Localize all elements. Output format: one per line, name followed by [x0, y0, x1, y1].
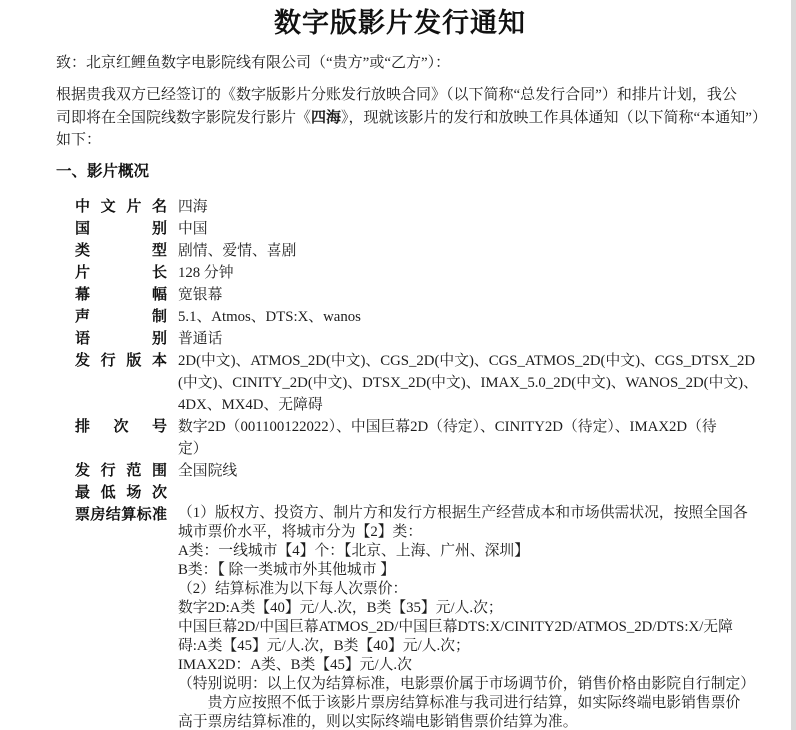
row-label: 发行版本	[75, 352, 167, 369]
table-row	[75, 262, 744, 284]
intro-line-post: 》，现就该影片的发行和放映工作具体通知（以下简称“本通知”）	[341, 109, 767, 126]
intro-line	[56, 107, 767, 130]
row-label: 类型	[75, 242, 167, 259]
row-label: 幕幅	[75, 286, 167, 303]
section-heading: 一、影片概况	[56, 162, 150, 180]
intro-line: 根据贵我双方已经签订的《数字版影片分账发行放映合同》（以下简称“总发行合同”）和排片计划，我公	[56, 87, 737, 103]
row-label: 片长	[75, 264, 167, 281]
value-line: 数字2D:A类【40】元/人.次，B类【35】元/人.次；	[178, 599, 503, 616]
row-label: 中文片名	[75, 198, 167, 215]
row-label: 发行范围	[75, 462, 167, 479]
table-row	[75, 284, 744, 306]
recipient-line: 致：北京红鲤鱼数字电影院线有限公司（“贵方”或“乙方”）：	[56, 55, 451, 71]
table-row	[75, 196, 744, 218]
row-value: 128 分钟	[178, 264, 234, 281]
table-row	[75, 460, 744, 482]
film-title-bold: 四海	[311, 109, 342, 126]
value-line: （2）结算标准为以下每人次票价：	[178, 580, 408, 597]
row-label: 声制	[75, 308, 167, 325]
row-label: 国别	[75, 220, 167, 237]
value-line: 碍:A类【45】元/人.次，B类【40】元/人.次；	[178, 637, 470, 654]
table-row	[75, 504, 756, 730]
table-row	[75, 482, 744, 504]
value-line: （1）版权方、投资方、制片方和发行方根据生产经营成本和市场供需状况，按照全国各	[178, 504, 748, 521]
intro-line: 如下：	[56, 132, 102, 148]
row-value: 剧情、爱情、喜剧	[178, 242, 297, 259]
overview-table	[75, 196, 758, 730]
row-value: 中国	[178, 220, 208, 237]
value-line: 贵方应按照不低于该影片票房结算标准与我司进行结算，如实际终端电影销售票价	[178, 694, 741, 711]
table-row	[75, 240, 744, 262]
row-value	[178, 350, 758, 416]
row-value	[178, 504, 755, 730]
intro-paragraph	[56, 84, 767, 152]
value-line: (中文)、CINITY_2D(中文)、DTSX_2D(中文)、IMAX_5.0_2D(中文)、WANOS_2D(中文)、	[178, 374, 758, 391]
right-edge-strip	[791, 0, 796, 730]
table-row	[75, 416, 744, 460]
table-row	[75, 218, 744, 240]
row-label: 最低场次	[75, 484, 167, 501]
row-label: 票房结算标准	[75, 506, 167, 523]
value-line: 中国巨幕2D/中国巨幕ATMOS_2D/中国巨幕DTS:X/CINITY2D/ATMOS_2D/DTS:X/无障	[178, 618, 733, 635]
document-title: 数字版影片发行通知	[274, 8, 526, 38]
table-row	[75, 328, 744, 350]
value-line: 定）	[178, 440, 208, 457]
value-line: 4DX、MX4D、无障碍	[178, 396, 323, 413]
value-line: A类：一线城市【4】个：【北京、上海、广州、深圳】	[178, 542, 530, 559]
row-value: 四海	[178, 198, 208, 215]
row-label: 排次号	[75, 418, 167, 435]
value-line: （特别说明：以上仅为结算标准，电影票价属于市场调节价，销售价格由影院自行制定）	[178, 675, 756, 692]
row-value: 普通话	[178, 330, 223, 347]
value-line: 高于票房结算标准的，则以实际终端电影销售票价结算为准。	[178, 713, 578, 730]
value-line: B类：【 除一类城市外其他城市 】	[178, 561, 396, 578]
value-line: 城市票价水平，将城市分为【2】类：	[178, 523, 423, 540]
value-line: 2D(中文)、ATMOS_2D(中文)、CGS_2D(中文)、CGS_ATMOS_2D(中文)、CGS_DTSX_2D	[178, 352, 756, 369]
table-row	[75, 350, 758, 416]
row-value: 全国院线	[178, 462, 238, 479]
row-value: 宽银幕	[178, 286, 223, 303]
table-row	[75, 306, 744, 328]
row-label: 语别	[75, 330, 167, 347]
intro-line-pre: 司即将在全国院线数字影院发行影片《	[56, 109, 312, 126]
value-line: IMAX2D：A类、B类【45】元/人.次	[178, 656, 412, 673]
row-value	[178, 416, 717, 460]
value-line: 数字2D（001100122022）、中国巨幕2D（待定）、CINITY2D（待定）、IMAX2D（待	[178, 418, 717, 435]
row-value: 5.1、Atmos、DTS:X、wanos	[178, 308, 361, 325]
